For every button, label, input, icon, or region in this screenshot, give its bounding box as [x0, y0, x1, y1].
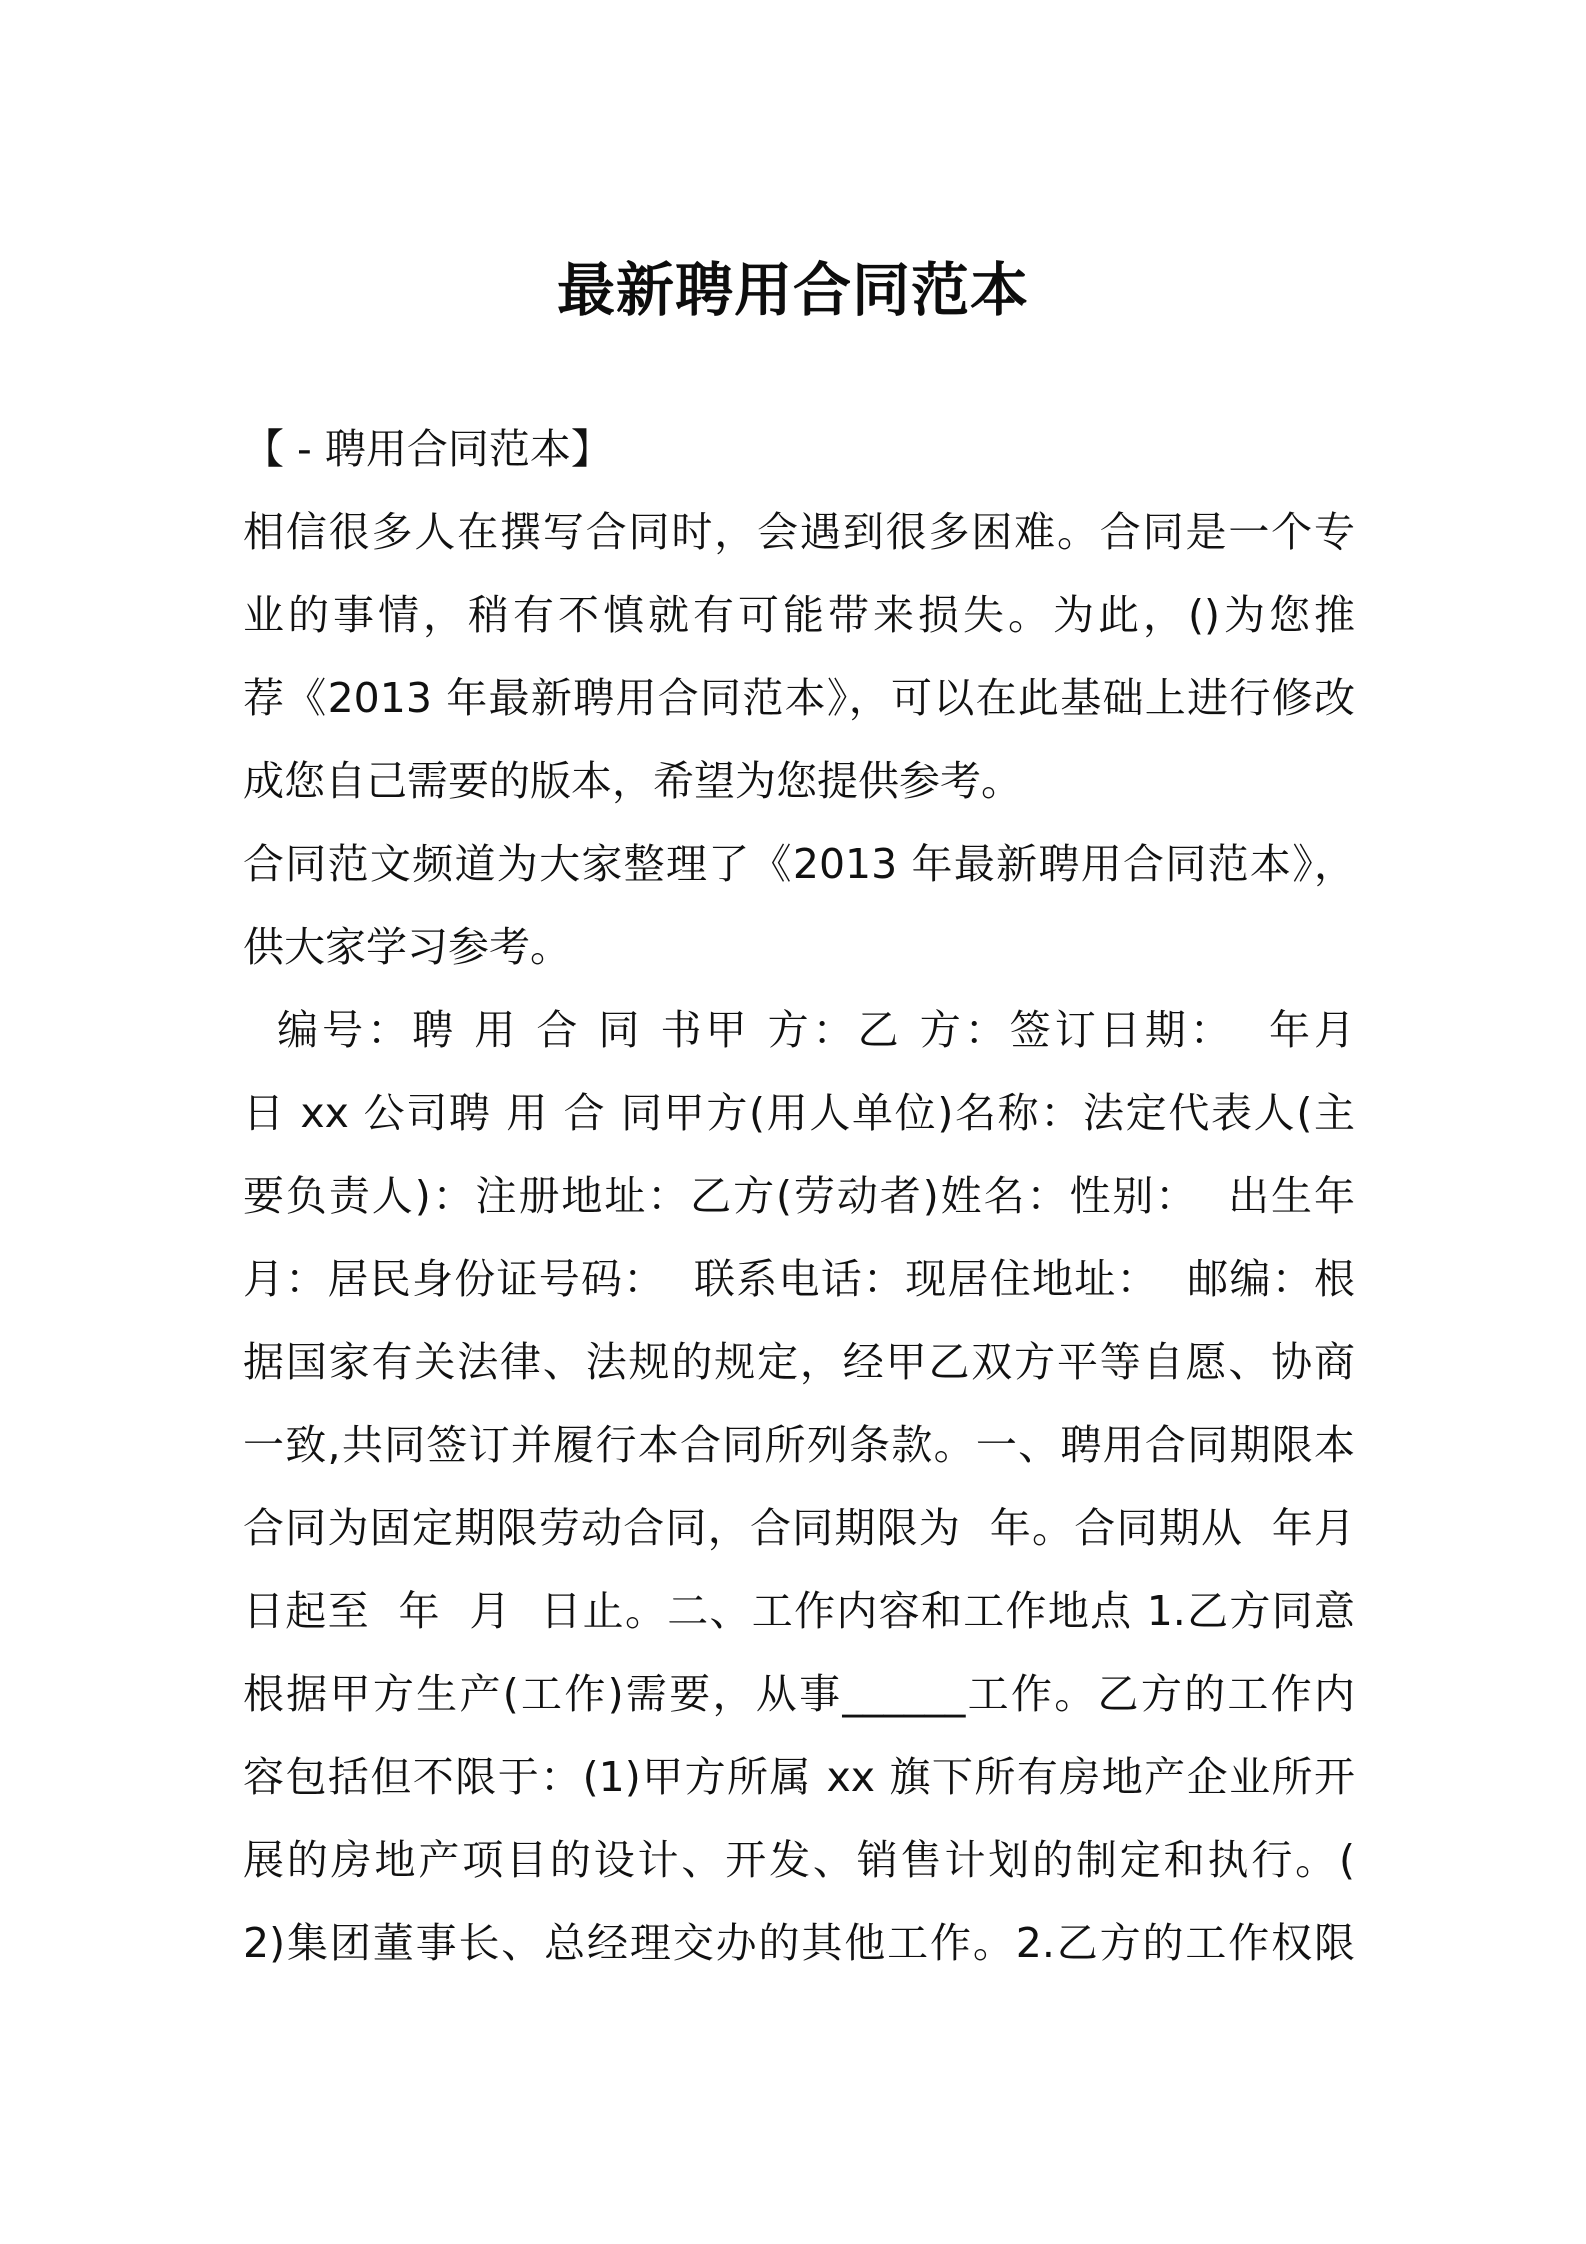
paragraph-line: 荐《2013 年最新聘用合同范本》，可以在此基础上进行修改 — [243, 674, 1355, 722]
paragraph-line: 日起至 年 月 日止。二、工作内容和工作地点 1.乙方同意 — [243, 1587, 1355, 1635]
paragraph-line: 2)集团董事长、总经理交办的其他工作。2.乙方的工作权限 — [243, 1919, 1355, 1967]
paragraph-line: 日 xx 公司聘 用 合 同甲方(用人单位)名称：法定代表人(主 — [243, 1089, 1355, 1137]
paragraph-line: 容包括但不限于：(1)甲方所属 xx 旗下所有房地产企业所开 — [243, 1753, 1355, 1801]
document-body — [243, 408, 1355, 1985]
paragraph-line: 要负责人)：注册地址：乙方(劳动者)姓名：性别： 出生年 — [243, 1172, 1355, 1220]
paragraph-line: 一致,共同签订并履行本合同所列条款。一、聘用合同期限本 — [243, 1421, 1355, 1469]
paragraph-line: 据国家有关法律、法规的规定，经甲乙双方平等自愿、协商 — [243, 1338, 1355, 1386]
paragraph-line: 业的事情，稍有不慎就有可能带来损失。为此，()为您推 — [243, 591, 1355, 639]
paragraph-line: 展的房地产项目的设计、开发、销售计划的制定和执行。( — [243, 1836, 1355, 1884]
paragraph-line: 供大家学习参考。 — [243, 923, 571, 971]
paragraph-line: 合同为固定期限劳动合同，合同期限为 年。合同期从 年月 — [243, 1504, 1355, 1552]
paragraph-line: 成您自己需要的版本，希望为您提供参考。 — [243, 757, 1022, 805]
paragraph-line: 月：居民身份证号码： 联系电话：现居住地址： 邮编：根 — [243, 1255, 1355, 1303]
document-title: 最新聘用合同范本 — [556, 256, 1029, 324]
paragraph-line: 相信很多人在撰写合同时，会遇到很多困难。合同是一个专 — [243, 508, 1355, 556]
paragraph-line: 合同范文频道为大家整理了《2013 年最新聘用合同范本》， — [243, 840, 1355, 888]
paragraph-line: 根据甲方生产(工作)需要，从事______工作。乙方的工作内 — [243, 1670, 1355, 1718]
section-heading: 【 - 聘用合同范本】 — [243, 425, 612, 473]
paragraph-line: 编号：聘 用 合 同 书甲 方：乙 方：签订日期： 年月 — [243, 1006, 1355, 1054]
